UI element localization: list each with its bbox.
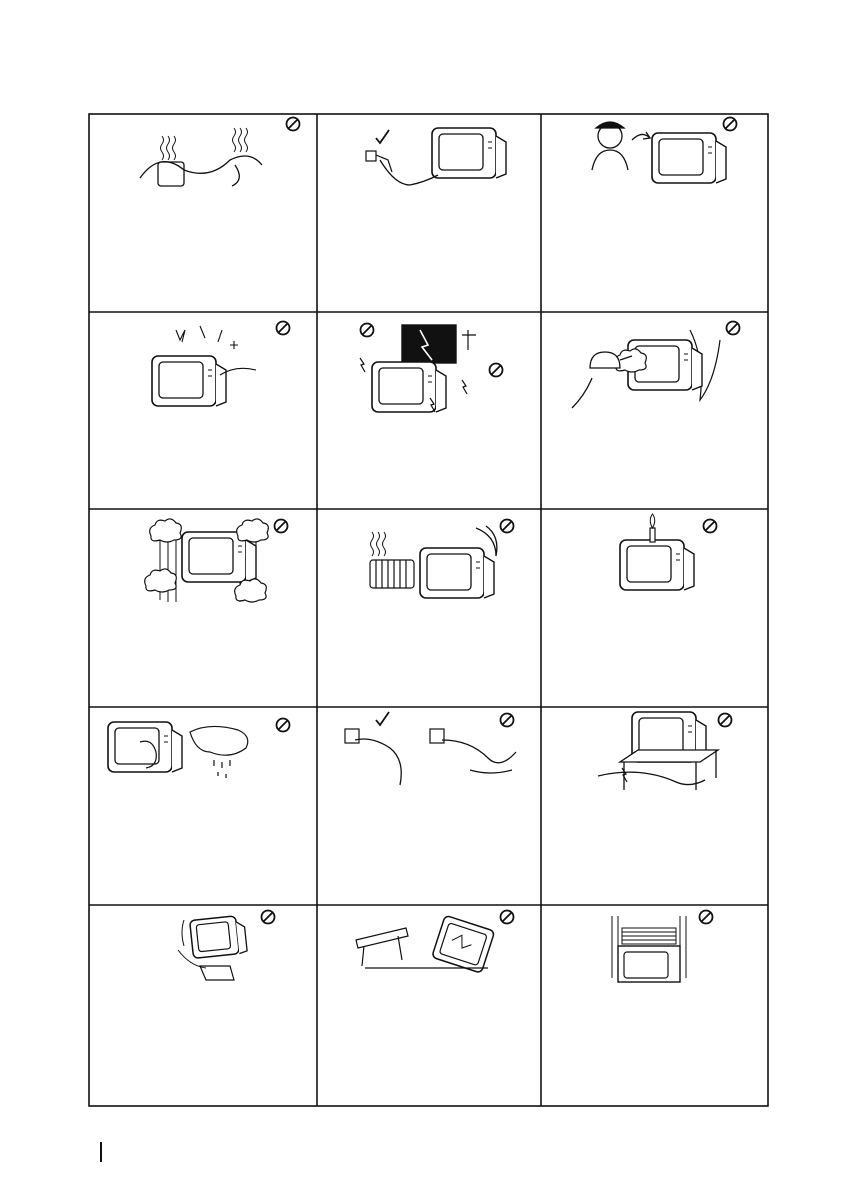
stand-illustration (598, 750, 718, 790)
panel-lightning-storm (360, 324, 503, 413)
prohibited-icon (501, 911, 514, 924)
prohibited-icon (262, 911, 275, 924)
prohibited-icon (287, 118, 300, 131)
wet-cloth-illustration (190, 726, 248, 778)
panel-open-flame-on-top (620, 514, 717, 590)
panel-do-not-remove-cabinet (592, 118, 737, 184)
prohibited-icon (275, 520, 288, 533)
page-margin-marker (100, 1142, 102, 1162)
prohibited-icon (501, 714, 514, 727)
panel-falling-set (356, 911, 514, 974)
panel-wet-cleaning-cloth (108, 719, 290, 779)
prohibited-icon (727, 322, 740, 335)
prohibited-icon (277, 719, 290, 732)
checkmark-icon (376, 130, 389, 143)
prohibited-icon (724, 118, 737, 131)
heater-illustration (370, 560, 414, 588)
checkmark-icon (376, 712, 389, 725)
panel-no-objects-inside (152, 322, 290, 407)
prohibited-icon (700, 911, 713, 924)
prohibited-icon (277, 322, 290, 335)
panel-heat-sunlight (370, 520, 514, 599)
prohibited-icon (361, 324, 374, 337)
stacked-books (622, 928, 676, 944)
panel-unplug-by-plug (345, 712, 516, 785)
candle (650, 528, 655, 542)
power-cord-illustration (140, 128, 262, 186)
panel-unstable-placement (178, 911, 275, 981)
panel-cord-under-stand (598, 712, 732, 790)
prohibited-icon (719, 714, 732, 727)
prohibited-icon (490, 364, 503, 377)
panel-connect-to-outlet (366, 128, 506, 185)
panel-damaged-power-cord (140, 118, 300, 187)
panel-moisture-steam (572, 322, 740, 409)
technician-illustration (592, 122, 650, 170)
panel-blocked-ventilation (145, 519, 288, 602)
panel-enclosed-bookshelf (612, 911, 713, 983)
tv-connected-illustration (366, 128, 506, 185)
prohibited-icon (704, 520, 717, 533)
prohibited-icon (501, 520, 514, 533)
